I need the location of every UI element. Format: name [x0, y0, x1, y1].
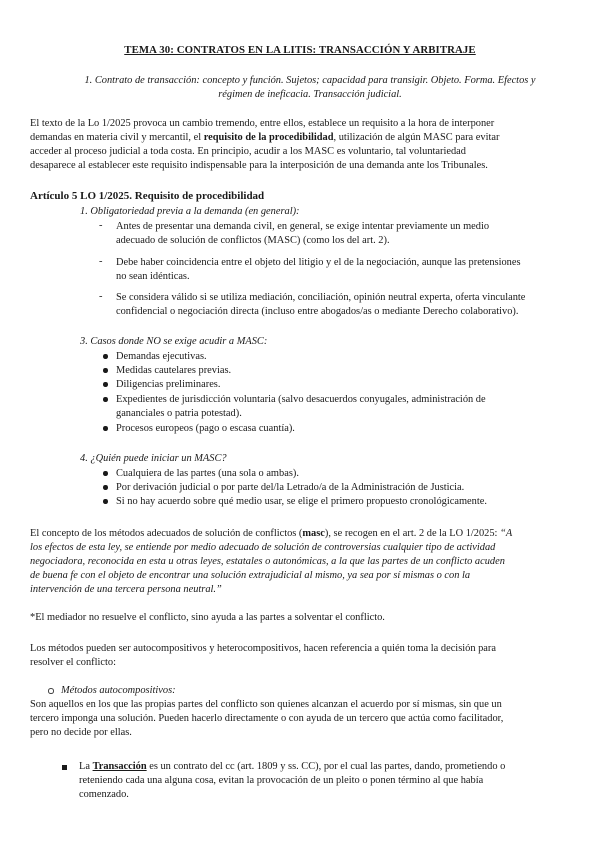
sec3-item-2: Medidas cautelares previas. [116, 365, 232, 376]
transaction-term: Transacción [92, 761, 147, 772]
sec3-item-1: Demandas ejecutivas. [116, 351, 207, 362]
intro-line-4: desaparece al establecer este requisito indispensable para la interposición de una demanda ante los Tribunales. [30, 160, 488, 171]
section-3-heading: 3. Casos donde NO se exige acudir a MASC: [80, 336, 268, 347]
sec1-item-2-line-2: no sean idénticas. [116, 271, 190, 282]
sec4-item-3: Si no hay acuerdo sobre qué medio usar, se elige el primero propuesto cronológicamente. [116, 496, 487, 507]
intro-line-2 [30, 131, 499, 144]
mediator-note: *El mediador no resuelve el conflicto, sino ayuda a las partes a solventar el conflicto. [30, 612, 385, 623]
bullet-dot [103, 354, 108, 359]
section-4-heading: 4. ¿Quién puede iniciar un MASC? [80, 453, 227, 464]
page-title: TEMA 30: CONTRATOS EN LA LITIS: TRANSACCIÓN Y ARBITRAJE [124, 44, 476, 56]
transaction-text: es un contrato del cc (art. 1809 y ss. CC), por el cual las partes, dando, prometiendo o [146, 761, 506, 772]
dash-bullet: - [99, 256, 103, 267]
concept-line-5: intervención de una tercera persona neutral.” [30, 584, 222, 595]
article-heading: Artículo 5 LO 1/2025. Requisito de procedibilidad [30, 190, 265, 202]
transaction-pre: La [79, 761, 93, 772]
sec1-item-3-line-1: Se considera válido si se utiliza mediación, conciliación, opinión neutral experta, oferta vinculante [116, 292, 526, 303]
auto-line-1: Son aquellos en los que las propias partes del conflicto son quienes alcanzan el acuerdo por sí mismas, sin que un [30, 699, 502, 710]
bullet-dot [103, 499, 108, 504]
sec1-item-2-line-1: Debe haber coincidencia entre el objeto del litigio y el de la negociación, aunque las pretensiones [116, 257, 521, 268]
transaction-line-3: comenzado. [79, 789, 129, 800]
subtitle-line-2: régimen de ineficacia. Transacción judicial. [218, 89, 402, 100]
bullet-dot [103, 485, 108, 490]
bullet-ring [48, 688, 54, 694]
masc-term: masc [302, 528, 325, 539]
dash-bullet: - [99, 220, 103, 231]
sec4-item-1: Cualquiera de las partes (una sola o ambas). [116, 468, 299, 479]
bullet-dot [103, 368, 108, 373]
intro-line-1: El texto de la Lo 1/2025 provoca un cambio tremendo, entre ellos, establece un requisito a la hora de interponer [30, 118, 495, 129]
concept-line-1 [30, 527, 512, 540]
sec3-item-4-line-1: Expedientes de jurisdicción voluntaria (salvo desacuerdos conyugales, administración de [116, 394, 486, 405]
concept-line-3: negociadora, reconocida en esta u otras leyes, estatales o autonómicas, a la que las partes de un conflicto acuden [30, 556, 505, 567]
quote-open: “A [500, 528, 513, 539]
sec3-item-3: Diligencias preliminares. [116, 379, 221, 390]
bullet-dot [103, 397, 108, 402]
methods-line-1: Los métodos pueden ser autocompositivos y heterocompositivos, hacen referencia a quién toma la decisión para [30, 643, 496, 654]
section-1-heading: 1. Obligatoriedad previa a la demanda (en general): [80, 206, 300, 217]
sec3-item-4-line-2: gananciales o patria potestad). [116, 408, 242, 419]
auto-line-3: pero no decide por ellas. [30, 727, 132, 738]
concept-text-mid: ), se recogen en el art. 2 de la LO 1/2025: [324, 528, 501, 539]
transaction-line-2: reteniendo cada una alguna cosa, evitan la provocación de un pleito o ponen término al que había [79, 775, 484, 786]
intro-line-3: acceder al proceso judicial a toda costa. En principio, acudir a los MASC es voluntario, tal voluntariedad [30, 146, 466, 157]
intro-text-end: , utilización de algún MASC para evitar [333, 132, 500, 143]
bullet-dot [103, 471, 108, 476]
intro-text: demandas en materia civil y mercantil, el [30, 132, 204, 143]
sec1-item-3-line-2: confidencial o negociación directa (incluso entre abogados/as o mediante Derecho colaborativo). [116, 306, 519, 317]
sec4-item-2: Por derivación judicial o por parte del/la Letrado/a de la Administración de Justicia. [116, 482, 465, 493]
sec3-item-5: Procesos europeos (pago o escasa cuantía). [116, 423, 295, 434]
bullet-dot [103, 382, 108, 387]
subtitle-line-1: 1. Contrato de transacción: concepto y función. Sujetos; capacidad para transigir. Objeto. Forma. Efectos y [84, 75, 536, 86]
concept-line-2: los efectos de esta ley, se entiende por medio adecuado de solución de controversias cualquier tipo de actividad [30, 542, 496, 553]
concept-line-4: de buena fe con el objeto de encontrar una solución extrajudicial al mismo, ya sea por sí mismas o con la [30, 570, 471, 581]
sec1-item-1-line-2: adecuado de solución de conflictos (MASC) (como los del art. 2). [116, 235, 390, 246]
bullet-square [62, 765, 67, 770]
procedibility-term: requisito de la procedibilidad [203, 132, 334, 143]
auto-heading: Métodos autocompositivos: [61, 685, 176, 696]
auto-line-2: tercero imponga una solución. Pueden hacerlo directamente o con ayuda de un tercero que actúa como facilitador, [30, 713, 504, 724]
sec1-item-1-line-1: Antes de presentar una demanda civil, en general, se exige intentar previamente un medio [116, 221, 490, 232]
bullet-dot [103, 426, 108, 431]
transaction-line-1 [79, 760, 505, 773]
methods-line-2: resolver el conflicto: [30, 657, 116, 668]
dash-bullet: - [99, 291, 103, 302]
concept-text: El concepto de los métodos adecuados de solución de conflictos ( [30, 528, 303, 539]
